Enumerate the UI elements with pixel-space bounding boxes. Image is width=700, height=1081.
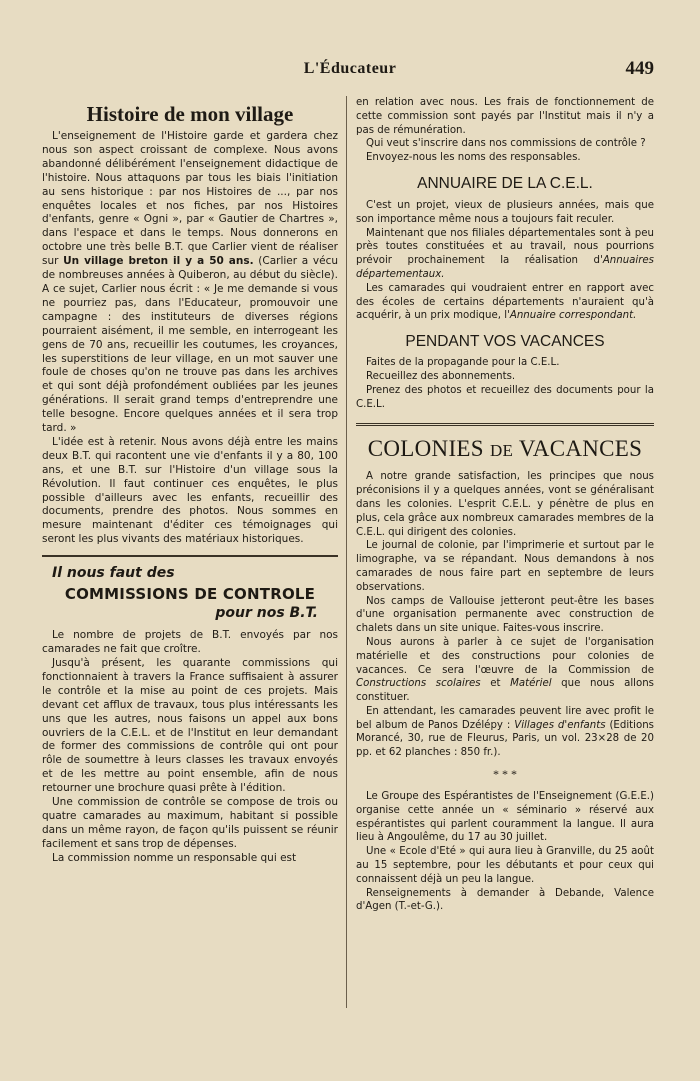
article-body-vacances	[356, 356, 654, 411]
paragraph: Nos camps de Vallouise jetteront peut-être les bases d'une organisation permanente avec construction de chalets dans un site unique. Faites-vous inscrire.	[356, 595, 654, 635]
article-body-commissions	[42, 629, 338, 865]
paragraph: En attendant, les camarades peuvent lire avec profit le bel album de Panos Dzélépy : Villages d'enfants (Editions Morancé, 30, rue de Fleurus, Paris, un vol. 23×28 de 20 pp. et 62 planches : 850 fr.).	[356, 705, 654, 759]
article-title-annuaire: ANNUAIRE DE LA C.E.L.	[417, 174, 593, 192]
paragraph: Renseignements à demander à Debande, Valence d'Agen (T.-et-G.).	[356, 887, 654, 913]
bt-title-emphasis: Un village breton il y a 50 ans.	[63, 255, 254, 268]
paragraph: Qui veut s'inscrire dans nos commissions de contrôle ?	[366, 138, 646, 150]
column-divider	[346, 96, 347, 1008]
right-column	[356, 96, 654, 914]
paragraph: Nous aurons à parler à ce sujet de l'organisation matérielle et des constructions pour colonies de vacances. Ce sera l'œuvre de la Commission de Constructions scolaires et Matériel que nous allons constituer.	[356, 636, 654, 704]
commissions-title-line2: COMMISSIONS DE CONTROLE	[64, 585, 316, 604]
article-title-vacances: PENDANT VOS VACANCES	[405, 333, 605, 351]
paragraph: La commission nomme un responsable qui est	[52, 851, 297, 864]
paragraph: en relation avec nous. Les frais de fonctionnement de cette commission sont payés par l'Institut mais il n'y a pas de rémunération.	[356, 97, 654, 136]
paragraph: Maintenant que nos filiales départementales sont à peu près toutes constituées et au travail, nous pourrions prévoir prochainement la réalisation d'Annuaires départementaux.	[356, 227, 654, 280]
commissions-heading	[42, 555, 338, 621]
paragraph: Le journal de colonie, par l'imprimerie et surtout par le limographe, va se répandant. Nous demandons à nos camarades de nous faire part en septembre de leurs observations.	[356, 540, 654, 593]
commissions-continued	[356, 96, 654, 165]
article-body-colonies	[356, 470, 654, 760]
paragraph: L'enseignement de l'Histoire garde et gardera chez nous son aspect croissant de complexe. Nous avons abandonné délibérément l'enseignement didactique de l'histoire. Nous attaquons par tous les biais l'initiation au sens historique : par nos Histoires de ..., par nos enquêtes locales et nos fiches, par nos Histoires d'enfants, genre « Ogni », par « Gautier de Chartres », dans l'espace et dans le temps. Nous donnerons en octobre une très belle B.T. que Carlier vient de réaliser sur Un village breton il y a 50 ans. (Carlier a vécu de nombreuses années à Quiberon, au début du siècle). A ce sujet, Carlier nous écrit : « Je me demande si vous ne pourriez pas, dans l'Educateur, promouvoir une campagne : des instituteurs de diverses régions pourraient aisément, il me semble, en interrogeant les gens de 70 ans, recueillir les coutumes, les croyances, les superstitions de leur village, en un mot sauver une foule de choses qu'on ne trouve pas dans les archives et qui sont déjà profondément oubliées par les jeunes générations. Il serait grand temps d'entreprendre une telle besogne. Encore quelques années et il sera trop tard. »	[42, 130, 338, 435]
article-body-histoire	[42, 130, 338, 547]
page-number: 449	[625, 58, 654, 79]
article-title-histoire: Histoire de mon village	[86, 102, 294, 126]
paragraph: Une commission de contrôle se compose de trois ou quatre camarades au maximum, habitant si possible dans un même rayon, de façon qu'ils puissent se réunir facilement et sans trop de dépenses.	[42, 796, 338, 850]
paragraph: Les camarades qui voudraient entrer en rapport avec des écoles de certains départements n'auraient qu'à acquérir, à un prix modique, l'Annuaire correspondant.	[356, 282, 654, 322]
paragraph: Envoyez-nous les noms des responsables.	[366, 152, 581, 164]
article-body-annuaire	[356, 199, 654, 323]
section-separator-asterism: * * *	[493, 767, 517, 782]
commissions-title-line3: pour nos B.T.	[215, 605, 318, 622]
list-item: Faites de la propagande pour la C.E.L.	[366, 357, 560, 369]
paragraph: Le Groupe des Espérantistes de l'Enseignement (G.E.E.) organise cette année un « séminario » réservé aux espérantistes qui parlent couramment la langue. Il aura lieu à Angoulême, du 17 au 30 juillet.	[356, 791, 654, 844]
paragraph: A notre grande satisfaction, les principes que nous préconisions il y a quelques années, vont se généralisant dans les colonies. L'esprit C.E.L. y pénètre de plus en plus, cela grâce aux nombreux camarades membres de la C.E.L. qui dirigent des colonies.	[356, 471, 654, 538]
paragraph: L'idée est à retenir. Nous avons déjà entre les mains deux B.T. qui racontent une vie d'enfants il y a 80, 100 ans, et une B.T. sur l'Histoire d'un village sous la Révolution. Il faut continuer ces enquêtes, le plus possible d'ailleurs avec les enfants, recueillir des documents, prendre des photos. Nous sommes en mesure maintenant d'éditer ces témoignages qui seront les plus vivants des matériaux historiques.	[42, 435, 338, 546]
paragraph: C'est un projet, vieux de plusieurs années, mais que son importance même nous a toujours fait reculer.	[356, 199, 654, 225]
article-body-esperanto	[356, 790, 654, 914]
journal-title: L'Éducateur	[303, 60, 397, 77]
commissions-title-line1: Il nous faut des	[52, 565, 175, 582]
paragraph: Jusqu'à présent, les quarante commissions qui fonctionnaient à travers la France suffisaient à assurer le contrôle et la mise au point de ces projets. Mais devant cet afflux de travaux, tous plus intéressants les uns que les autres, nous faisons un appel aux bons ouvriers de la C.E.L. et de l'Institut en leur demandant de former des commissions de contrôle qui ont pour rôle de soumettre à leurs classes les travaux envoyés et de les mettre au point ensemble, afin de nous retourner une brochure quasi prête à l'édition.	[42, 657, 338, 795]
article-title-colonies: COLONIES DE VACANCES	[356, 423, 654, 462]
paragraph: Une « Ecole d'Eté » qui aura lieu à Granville, du 25 août au 15 septembre, pour les débutants et pour ceux qui connaissent déjà un peu la langue.	[356, 846, 654, 885]
paragraph: Le nombre de projets de B.T. envoyés par nos camarades ne fait que croître.	[42, 629, 338, 656]
list-item: Recueillez des abonnements.	[366, 370, 516, 382]
list-item: Prenez des photos et recueillez des documents pour la C.E.L.	[356, 384, 654, 410]
left-column	[42, 96, 338, 866]
